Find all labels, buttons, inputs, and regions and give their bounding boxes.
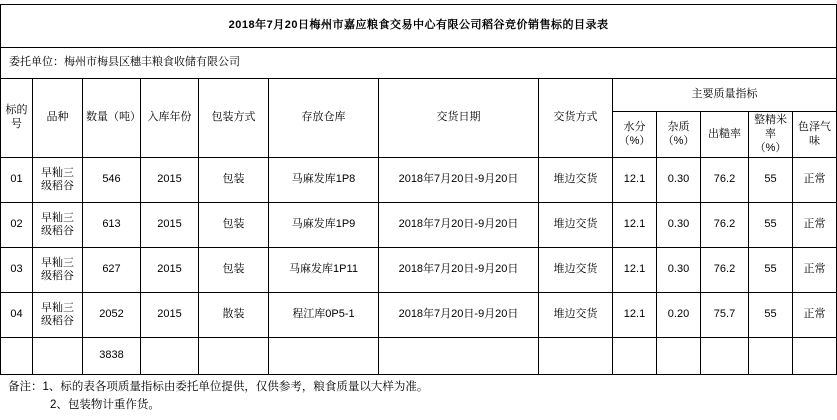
cell-no: 01: [1, 158, 33, 203]
header-out-rate: 出糙率: [701, 112, 749, 158]
cell-packing: 散装: [199, 293, 269, 338]
cell-delivery-mode: 堆边交货: [539, 158, 613, 203]
header-moisture: 水分（%）: [613, 112, 657, 158]
cell-delivery-date: 2018年7月20日-9月20日: [379, 248, 539, 293]
entrust-unit: [1, 48, 837, 79]
cell-whole-rice: 55: [749, 293, 793, 338]
cell-whole-rice: 55: [749, 158, 793, 203]
cell-delivery-mode: 堆边交货: [539, 248, 613, 293]
total-empty-moisture: [613, 338, 657, 375]
cell-quantity: 613: [83, 203, 141, 248]
header-row-1: [1, 79, 837, 112]
cell-out-rate: 76.2: [701, 248, 749, 293]
cell-no: 03: [1, 248, 33, 293]
remark-line-1: 备注：1、标的表各项质量指标由委托单位提供，仅供参考，粮食质量以大样为准。: [8, 381, 429, 394]
cell-variety: 早籼三级稻谷: [33, 203, 83, 248]
cell-moisture: 12.1: [613, 203, 657, 248]
total-quantity: 3838: [83, 338, 141, 375]
cell-quantity: 627: [83, 248, 141, 293]
cell-moisture: 12.1: [613, 158, 657, 203]
remark-line-2: 2、包装物计重作货。: [50, 399, 160, 412]
cell-delivery-date: 2018年7月20日-9月20日: [379, 293, 539, 338]
cell-variety: 早籼三级稻谷: [33, 158, 83, 203]
cell-packing: 包装: [199, 203, 269, 248]
cell-variety: 早籼三级稻谷: [33, 248, 83, 293]
table-row: [1, 248, 837, 293]
header-impurity: 杂质（%）: [657, 112, 701, 158]
header-delivery-mode: 交货方式: [539, 79, 613, 158]
cell-color-smell: 正常: [793, 158, 837, 203]
cell-warehouse: 马麻发库1P11: [269, 248, 379, 293]
entrust-unit-value: 梅州市梅县区穗丰粮食收储有限公司: [64, 56, 240, 69]
total-empty-date: [379, 338, 539, 375]
bid-listing-table: [0, 4, 837, 375]
total-row: [1, 338, 837, 375]
header-warehouse: 存放仓库: [269, 79, 379, 158]
cell-moisture: 12.1: [613, 248, 657, 293]
cell-quantity: 546: [83, 158, 141, 203]
title-row: [1, 5, 837, 48]
header-color-smell: 色泽气味: [793, 112, 837, 158]
document-page: [0, 4, 832, 420]
total-empty-color-smell: [793, 338, 837, 375]
header-whole-rice: 整精米率（%）: [749, 112, 793, 158]
cell-whole-rice: 55: [749, 248, 793, 293]
page-title: 2018年7月20日梅州市嘉应粮食交易中心有限公司稻谷竞价销售标的目录表: [1, 5, 837, 48]
cell-whole-rice: 55: [749, 203, 793, 248]
remark-block: [6, 375, 782, 415]
entrust-unit-label: 委托单位：: [9, 56, 64, 69]
cell-in-year: 2015: [141, 293, 199, 338]
total-empty-whole-rice: [749, 338, 793, 375]
cell-moisture: 12.1: [613, 293, 657, 338]
header-quality-group: 主要质量指标: [613, 79, 837, 112]
cell-delivery-date: 2018年7月20日-9月20日: [379, 158, 539, 203]
cell-delivery-mode: 堆边交货: [539, 203, 613, 248]
header-no: 标的号: [1, 79, 33, 158]
cell-quantity: 2052: [83, 293, 141, 338]
cell-impurity: 0.30: [657, 203, 701, 248]
cell-impurity: 0.30: [657, 158, 701, 203]
header-packing: 包装方式: [199, 79, 269, 158]
total-empty-mode: [539, 338, 613, 375]
total-empty-warehouse: [269, 338, 379, 375]
cell-delivery-mode: 堆边交货: [539, 293, 613, 338]
cell-out-rate: 75.7: [701, 293, 749, 338]
cell-out-rate: 76.2: [701, 158, 749, 203]
table-row: [1, 158, 837, 203]
cell-warehouse: 马麻发库1P8: [269, 158, 379, 203]
cell-in-year: 2015: [141, 248, 199, 293]
cell-out-rate: 76.2: [701, 203, 749, 248]
cell-in-year: 2015: [141, 158, 199, 203]
table-row: [1, 203, 837, 248]
cell-warehouse: 马麻发库1P9: [269, 203, 379, 248]
cell-impurity: 0.30: [657, 248, 701, 293]
cell-color-smell: 正常: [793, 203, 837, 248]
cell-color-smell: 正常: [793, 293, 837, 338]
cell-packing: 包装: [199, 158, 269, 203]
cell-variety: 早籼三级稻谷: [33, 293, 83, 338]
total-variety: [33, 338, 83, 375]
cell-impurity: 0.20: [657, 293, 701, 338]
header-quantity: 数量（吨）: [83, 79, 141, 158]
header-variety: 品种: [33, 79, 83, 158]
cell-color-smell: 正常: [793, 248, 837, 293]
total-no: [1, 338, 33, 375]
total-empty-out-rate: [701, 338, 749, 375]
cell-in-year: 2015: [141, 203, 199, 248]
total-empty-impurity: [657, 338, 701, 375]
table-row: [1, 293, 837, 338]
header-in-year: 入库年份: [141, 79, 199, 158]
cell-warehouse: 程江库0P5-1: [269, 293, 379, 338]
cell-packing: 包装: [199, 248, 269, 293]
cell-delivery-date: 2018年7月20日-9月20日: [379, 203, 539, 248]
entrust-row: [1, 48, 837, 79]
cell-no: 02: [1, 203, 33, 248]
total-empty-year: [141, 338, 199, 375]
cell-no: 04: [1, 293, 33, 338]
total-empty-packing: [199, 338, 269, 375]
header-delivery-date: 交货日期: [379, 79, 539, 158]
